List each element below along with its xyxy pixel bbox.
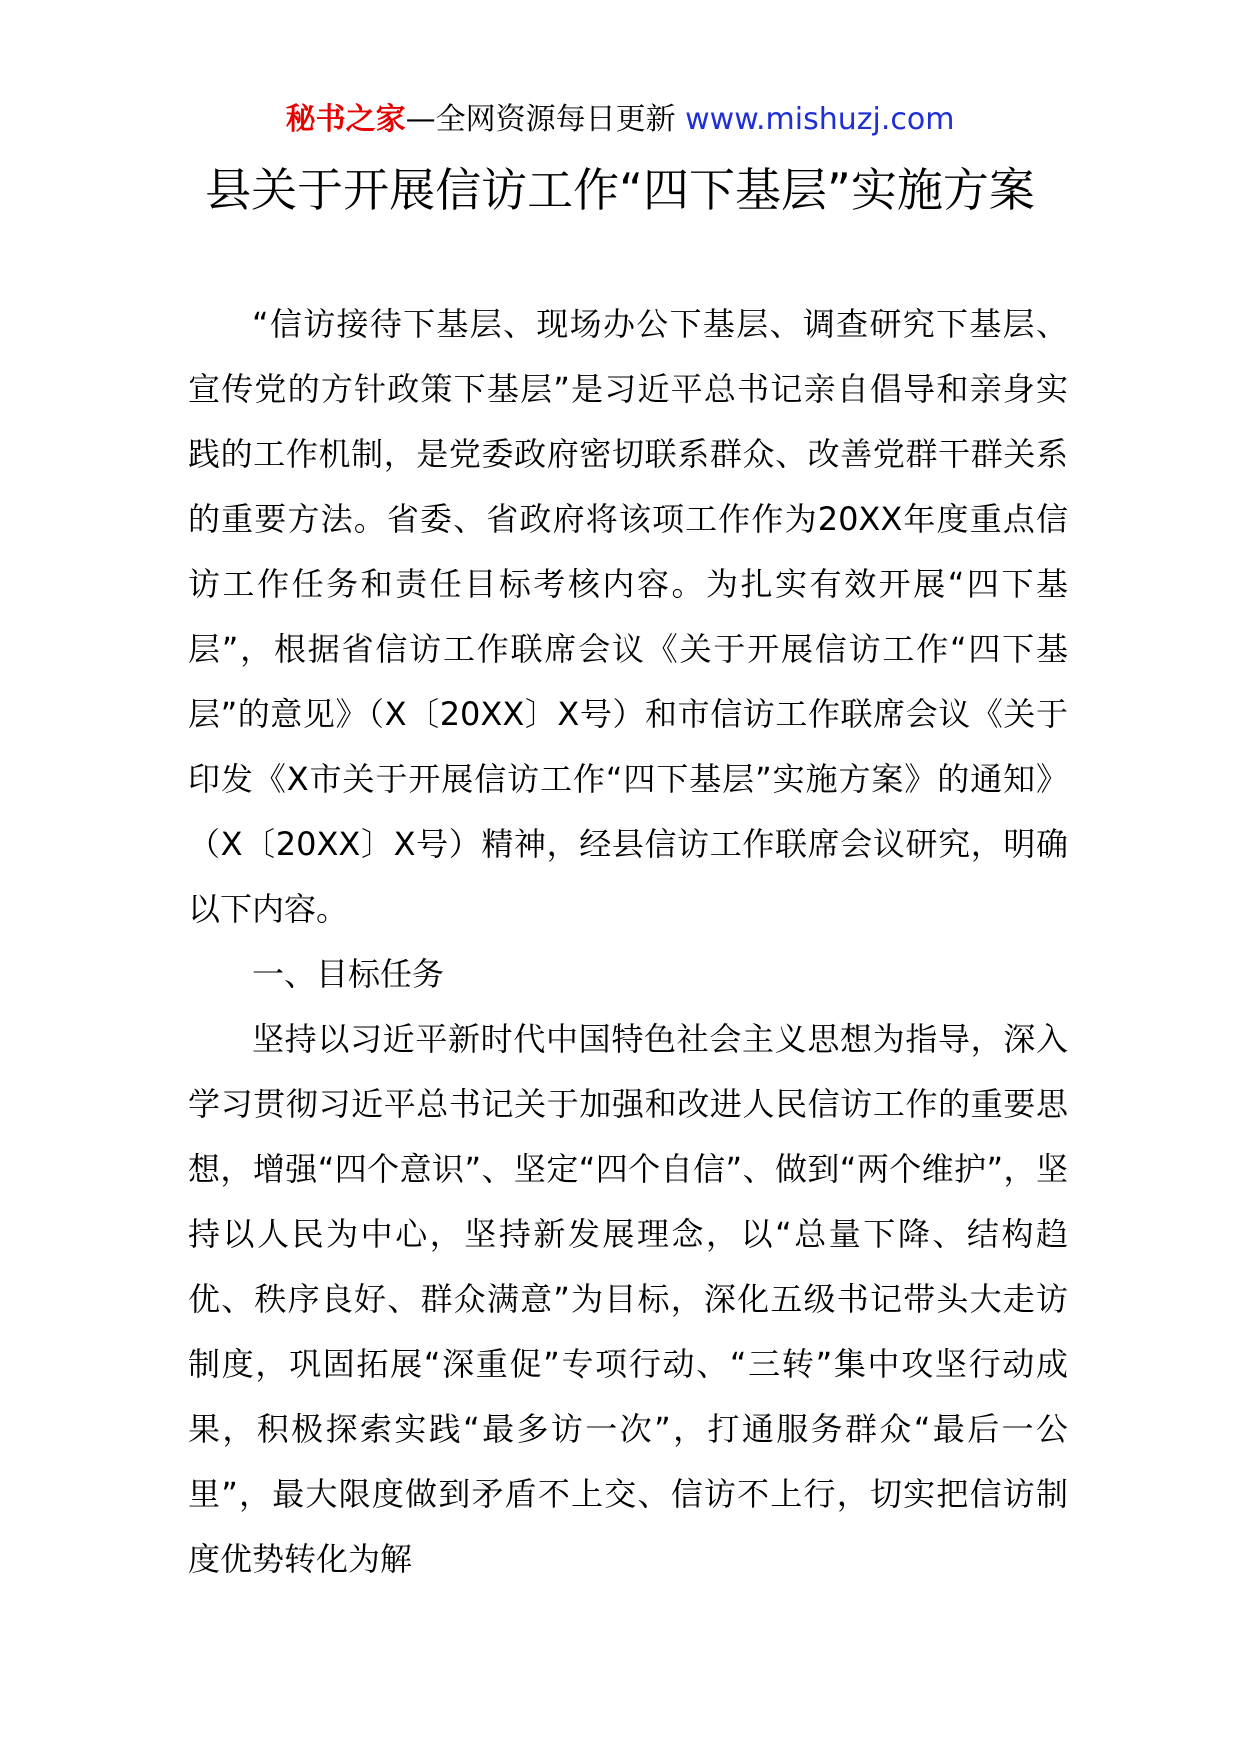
site-header <box>0 100 1240 140</box>
body-paragraph: 坚持以习近平新时代中国特色社会主义思想为指导，深入学习贯彻习近平总书记关于加强和改进人民信访工作的重要思想，增强“四个意识”、坚定“四个自信”、做到“两个维护”，坚持以人民为中心，坚持新发展理念，以“总量下降、结构趋优、秩序良好、群众满意”为目标，深化五级书记带头大走访制度，巩固拓展“深重促”专项行动、“三转”集中攻坚行动成果，积极探索实践“最多访一次”，打通服务群众“最后一公里”，最大限度做到矛盾不上交、信访不上行，切实把信访制度优势转化为解 <box>188 1020 1068 1578</box>
document-body <box>188 292 1068 1592</box>
site-brand: 秘书之家 <box>285 102 406 137</box>
site-url-link[interactable]: www.mishuzj.com <box>685 102 955 137</box>
intro-paragraph: “信访接待下基层、现场办公下基层、调查研究下基层、宣传党的方针政策下基层”是习近平总书记亲自倡导和亲身实践的工作机制，是党委政府密切联系群众、改善党群干群关系的重要方法。省委、省政府将该项工作作为20XX年度重点信访工作任务和责任目标考核内容。为扎实有效开展“四下基层”，根据省信访工作联席会议《关于开展信访工作“四下基层”的意见》（X〔20XX〕X号）和市信访工作联席会议《关于印发《X市关于开展信访工作“四下基层”实施方案》的通知》（X〔20XX〕X号）精神，经县信访工作联席会议研究，明确以下内容。 <box>188 305 1068 928</box>
section-heading: 一、目标任务 <box>252 955 445 993</box>
site-slogan: —全网资源每日更新 <box>405 102 676 137</box>
document-title: 县关于开展信访工作“四下基层”实施方案 <box>205 163 1035 217</box>
